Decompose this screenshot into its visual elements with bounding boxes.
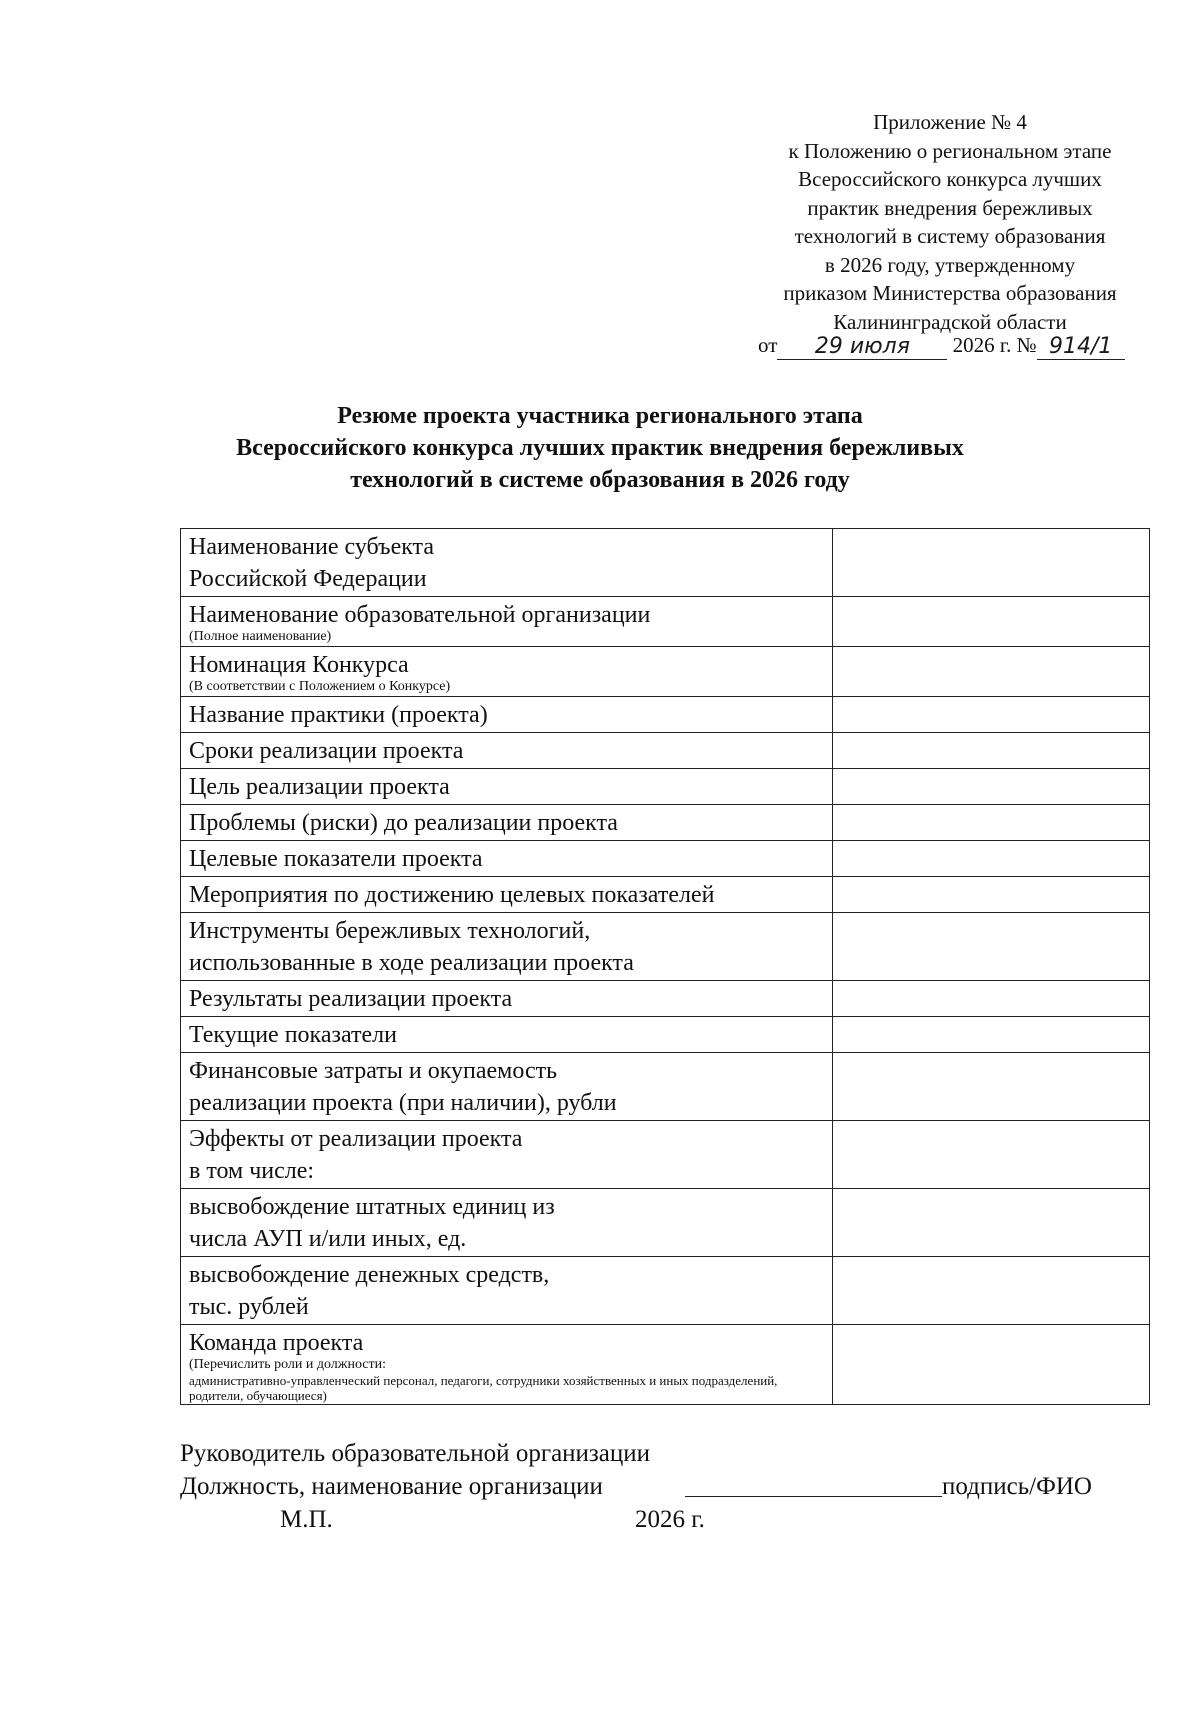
appendix-header (740, 108, 1160, 336)
handwritten-date: 29 июля (777, 335, 947, 360)
appendix-line: технологий в систему образования (794, 224, 1106, 248)
field-value-cell[interactable] (833, 981, 1150, 1017)
table-row (181, 647, 1150, 697)
table-row (181, 1189, 1150, 1257)
field-value-cell[interactable] (833, 733, 1150, 769)
field-label: Команда проекта (189, 1330, 364, 1356)
field-label: Цель реализации проекта (189, 774, 450, 800)
title-line: Резюме проекта участника регионального этапа (337, 403, 863, 429)
field-label: Эффекты от реализации проекта (189, 1126, 523, 1152)
field-value-cell[interactable] (833, 769, 1150, 805)
field-label-cell (181, 1121, 833, 1189)
field-label: в том числе: (189, 1158, 315, 1184)
appendix-line: в 2026 году, утвержденному (824, 252, 1076, 277)
position-label: Должность, наименование организации (180, 1473, 603, 1500)
footer-year: 2026 г. (635, 1506, 705, 1533)
order-date-line (758, 330, 1158, 360)
table-row (181, 697, 1150, 733)
field-label-cell (181, 733, 833, 769)
appendix-line: Приложение № 4 (873, 110, 1027, 134)
table-row (181, 1017, 1150, 1053)
title-line: Всероссийского конкурса лучших практик внедрения бережливых (236, 435, 964, 461)
table-row (181, 1325, 1150, 1405)
field-hint: (Полное наименование) (189, 629, 332, 644)
appendix-line: практик внедрения бережливых (807, 195, 1093, 220)
field-label-cell (181, 769, 833, 805)
field-value-cell[interactable] (833, 877, 1150, 913)
table-row (181, 529, 1150, 597)
field-label-cell (181, 877, 833, 913)
field-label: Сроки реализации проекта (189, 738, 464, 764)
field-note: административно-управленческий персонал, педагоги, сотрудники хозяйственных и иных подразделений, родители, обучающиеся) (189, 1373, 778, 1403)
field-label-cell (181, 841, 833, 877)
field-label: Наименование образовательной организации (189, 602, 651, 628)
field-label: Номинация Конкурса (189, 652, 409, 678)
field-label: реализации проекта (при наличии), рубли (189, 1090, 617, 1116)
appendix-line: Всероссийского конкурса лучших (798, 167, 1102, 191)
footer-line-3 (180, 1503, 1140, 1536)
table-row (181, 1121, 1150, 1189)
field-label-cell (181, 1325, 833, 1405)
field-label: тыс. рублей (189, 1294, 309, 1320)
field-value-cell[interactable] (833, 1325, 1150, 1405)
field-label: Проблемы (риски) до реализации проекта (189, 810, 618, 836)
field-value-cell[interactable] (833, 529, 1150, 597)
field-value-cell[interactable] (833, 647, 1150, 697)
field-value-cell[interactable] (833, 697, 1150, 733)
field-label-cell (181, 647, 833, 697)
field-value-cell[interactable] (833, 1121, 1150, 1189)
field-label-cell (181, 697, 833, 733)
field-label-cell (181, 805, 833, 841)
document-title (140, 400, 1060, 496)
appendix-line: Калининградской области (833, 309, 1067, 334)
field-value-cell[interactable] (833, 1017, 1150, 1053)
field-value-cell[interactable] (833, 1053, 1150, 1121)
table-row (181, 877, 1150, 913)
field-hint: (Перечислить роли и должности: (189, 1357, 387, 1372)
field-hint: (В соответствии с Положением о Конкурсе) (189, 679, 451, 694)
table-row (181, 597, 1150, 647)
field-label: Целевые показатели проекта (189, 846, 483, 872)
signature-line (685, 1496, 942, 1497)
field-label-cell (181, 913, 833, 981)
table-row (181, 805, 1150, 841)
signature-block (180, 1437, 1140, 1536)
table-row (181, 913, 1150, 981)
director-label: Руководитель образовательной организации (180, 1440, 651, 1467)
stamp-label: М.П. (280, 1506, 333, 1533)
footer-line-2 (180, 1470, 1140, 1503)
field-label-cell (181, 1257, 833, 1325)
field-label: использованные в ходе реализации проекта (189, 950, 634, 976)
field-label: Наименование субъекта (189, 534, 434, 560)
appendix-line: приказом Министерства образования (783, 281, 1117, 305)
table-row (181, 981, 1150, 1017)
field-value-cell[interactable] (833, 913, 1150, 981)
handwritten-order-number: 914/1 (1037, 335, 1125, 360)
field-label: Финансовые затраты и окупаемость (189, 1058, 558, 1084)
resume-table (180, 528, 1150, 1405)
field-value-cell[interactable] (833, 1189, 1150, 1257)
signature-label: подпись/ФИО (942, 1473, 1092, 1500)
field-label: высвобождение штатных единиц из (189, 1194, 555, 1220)
field-label-cell (181, 1017, 833, 1053)
field-label: Инструменты бережливых технологий, (189, 918, 591, 944)
date-prefix: от (758, 333, 778, 357)
field-label-cell (181, 597, 833, 647)
field-label-cell (181, 529, 833, 597)
appendix-line: к Положению о региональном этапе (788, 138, 1112, 163)
field-label-cell (181, 981, 833, 1017)
table-row (181, 1053, 1150, 1121)
field-value-cell[interactable] (833, 1257, 1150, 1325)
field-value-cell[interactable] (833, 841, 1150, 877)
footer-line-1 (180, 1437, 1140, 1470)
table-row (181, 841, 1150, 877)
table-row (181, 1257, 1150, 1325)
field-label: Мероприятия по достижению целевых показателей (189, 882, 715, 908)
field-label-cell (181, 1053, 833, 1121)
field-value-cell[interactable] (833, 805, 1150, 841)
table-row (181, 733, 1150, 769)
field-label: Российской Федерации (189, 566, 427, 592)
field-label: Результаты реализации проекта (189, 986, 513, 1012)
table-row (181, 769, 1150, 805)
field-label: Текущие показатели (189, 1022, 397, 1048)
title-line: технологий в системе образования в 2026 году (350, 467, 850, 493)
field-label-cell (181, 1189, 833, 1257)
field-label: высвобождение денежных средств, (189, 1262, 550, 1288)
field-label: Название практики (проекта) (189, 702, 488, 728)
field-value-cell[interactable] (833, 597, 1150, 647)
year-number-label: 2026 г. № (952, 333, 1037, 357)
field-label: числа АУП и/или иных, ед. (189, 1226, 467, 1252)
